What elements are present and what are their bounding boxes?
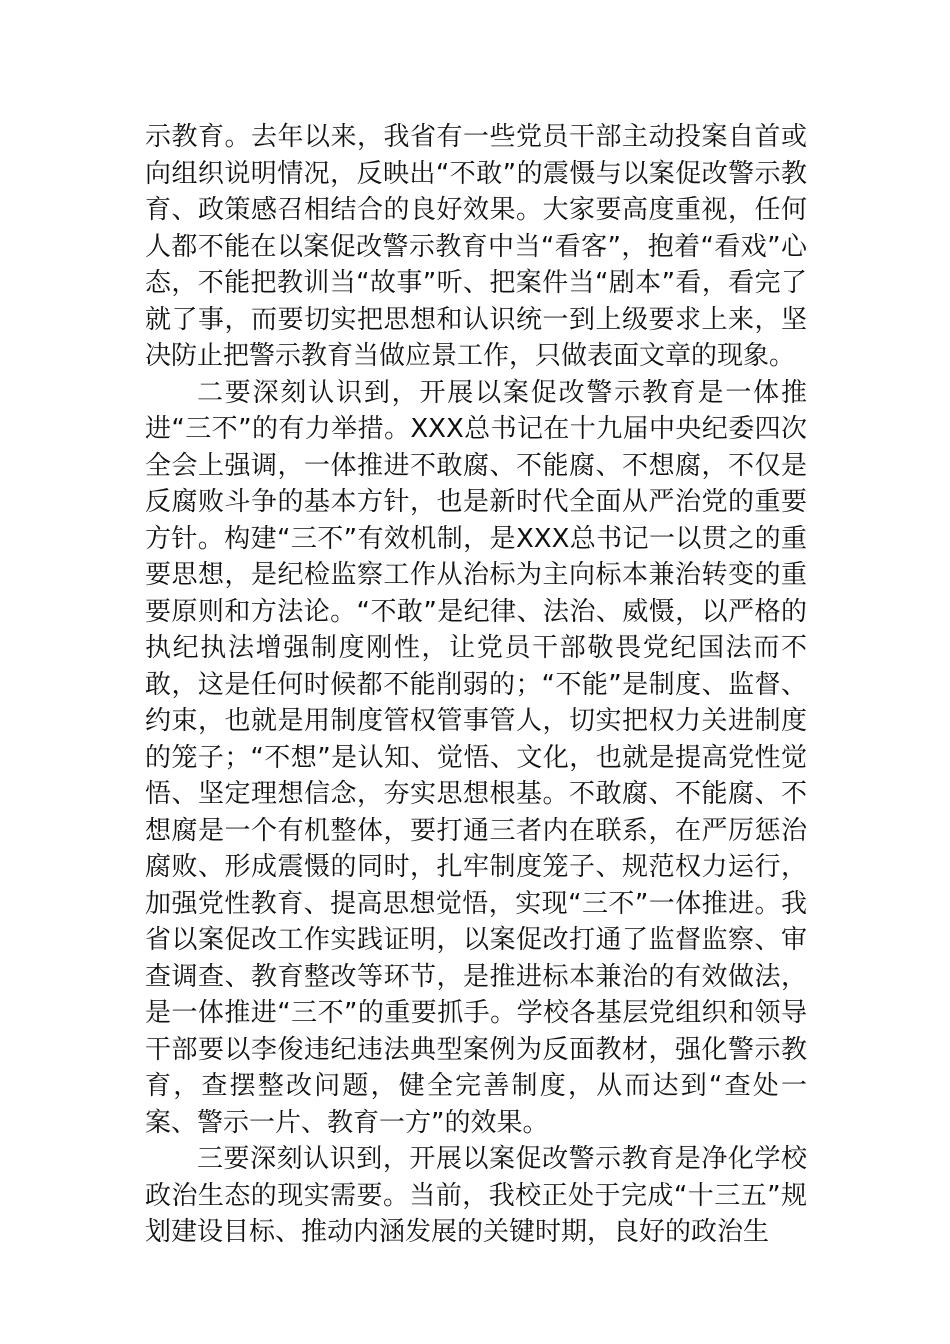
paragraph-1: 示教育。去年以来，我省有一些党员干部主动投案自首或向组织说明情况，反映出“不敢”的震慑与以案促改警示教育、政策感召相结合的良好效果。大家要高度重视，任何人都不能在以案促改警示教育中当“看客”，抱着“看戏”心态，不能把教训当“故事”听、把案件当“剧本”看，看完了就了事，而要切实把思想和认识统一到上级要求上来，坚决防止把警示教育当做应景工作，只做表面文章的现象。 xyxy=(145,122,807,371)
paragraph-3: 三要深刻认识到，开展以案促改警示教育是净化学校政治生态的现实需要。当前，我校正处于完成“十三五”规划建设目标、推动内涵发展的关键时期，良好的政治生 xyxy=(145,1144,807,1247)
paragraph-2: 二要深刻认识到，开展以案促改警示教育是一体推进“三不”的有力举措。XXX总书记在十九届中央纪委四次全会上强调，一体推进不敢腐、不能腐、不想腐，不仅是反腐败斗争的基本方针，也是新时代全面从严治党的重要方针。构建“三不”有效机制，是XXX总书记一以贯之的重要思想，是纪检监察工作从治标为主向标本兼治转变的重要原则和方法论。“不敢”是纪律、法治、威慑，以严格的执纪执法增强制度刚性，让党员干部敬畏党纪国法而不敢，这是任何时候都不能削弱的；“不能”是制度、监督、约束，也就是用制度管权管事管人，切实把权力关进制度的笼子；“不想”是认知、觉悟、文化，也就是提高党性觉悟、坚定理想信念，夯实思想根基。不敢腐、不能腐、不想腐是一个有机整体，要打通三者内在联系，在严厉惩治腐败、形成震慑的同时，扎牢制度笼子、规范权力运行，加强党性教育、提高思想觉悟，实现“三不”一体推进。我省以案促改工作实践证明，以案促改打通了监督监察、审查调查、教育整改等环节，是推进标本兼治的有效做法，是一体推进“三不”的重要抓手。学校各基层党组织和领导干部要以李俊违纪违法典型案例为反面教材，强化警示教育，查摆整改问题，健全完善制度，从而达到“查处一案、警示一片、教育一方”的效果。 xyxy=(145,377,807,1138)
document-body xyxy=(145,119,807,1251)
